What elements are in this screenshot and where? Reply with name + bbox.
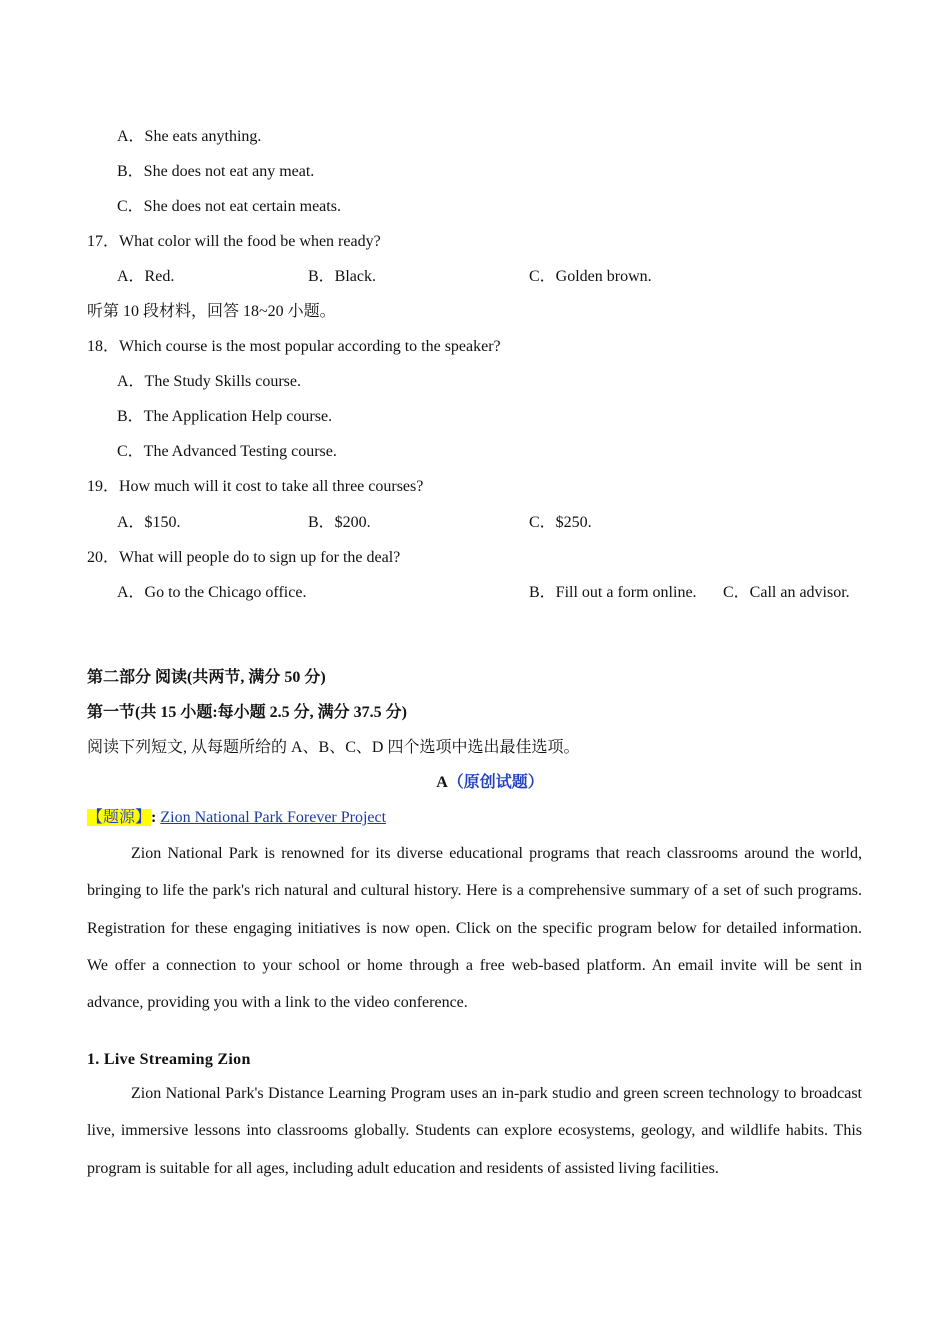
q19-option-c: C．$250. [529,514,592,531]
source-label: 【题源】 [87,809,152,826]
q20-option-c: C．Call an advisor. [723,584,850,601]
q17-option-c: C．Golden brown. [529,268,652,285]
passage-tag: （原创试题） [447,774,544,791]
reading-instructions: 阅读下列短文, 从每题所给的 A、B、C、D 四个选项中选出最佳选项。 [87,739,580,756]
q16-option-b: B．She does not eat any meat. [117,163,315,180]
q16-option-a: A．She eats anything. [117,128,262,145]
q17-option-b: B．Black. [308,268,376,285]
section1-title: 第一节(共 15 小题:每小题 2.5 分, 满分 37.5 分) [87,704,407,721]
q17-option-a: A．Red. [117,268,175,285]
listening-instruction: 听第 10 段材料，回答 18~20 小题。 [87,303,336,320]
q20-option-a: A．Go to the Chicago office. [117,584,307,601]
intro-paragraph-text: Zion National Park is renowned for its diverse educational programs that reach classrooms around the world, bringing to life the park's rich natural and cultural history. Here is a comprehensive summary of a set of such programs. Registration for these engaging initiatives is now open. Click on the specific program below for detailed information. We offer a connection to your school or home through a free web-based platform. An email invite will be sent in advance, providing you with a link to the video conference. [87,845,862,1012]
passage-label: A [436,774,448,791]
q18-stem: 18．Which course is the most popular according to the speaker? [87,338,501,355]
program1-paragraph [87,1075,862,1187]
source-link[interactable]: Zion National Park Forever Project [160,809,387,826]
q19-option-b: B．$200. [308,514,371,531]
intro-paragraph [87,835,862,1021]
q17-stem: 17．What color will the food be when ready? [87,233,381,250]
source-line [87,808,386,828]
program1-heading: 1. Live Streaming Zion [87,1051,251,1068]
part2-title: 第二部分 阅读(共两节, 满分 50 分) [87,669,326,686]
q18-option-c: C．The Advanced Testing course. [117,443,337,460]
passage-heading [0,773,950,793]
program1-paragraph-text: Zion National Park's Distance Learning Program uses an in-park studio and green screen technology to broadcast live, immersive lessons into classrooms globally. Students can explore ecosystems, geology, and wildlife habits. This program is suitable for all ages, including adult education and residents of assisted living facilities. [87,1085,862,1177]
q18-option-b: B．The Application Help course. [117,408,333,425]
q19-option-a: A．$150. [117,514,181,531]
q19-stem: 19．How much will it cost to take all three courses? [87,478,424,495]
q20-option-b: B．Fill out a form online. [529,584,697,601]
q20-stem: 20．What will people do to sign up for the deal? [87,549,401,566]
q16-option-c: C．She does not eat certain meats. [117,198,341,215]
q18-option-a: A．The Study Skills course. [117,373,301,390]
source-colon: : [151,809,157,826]
